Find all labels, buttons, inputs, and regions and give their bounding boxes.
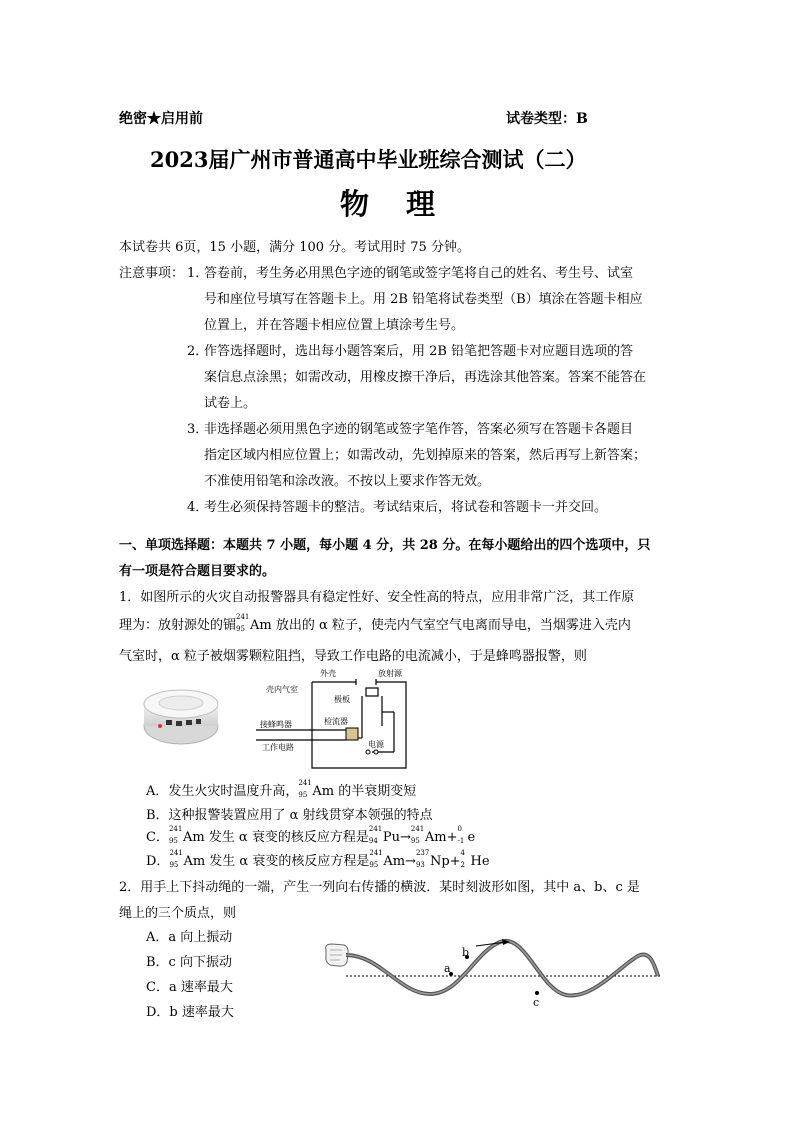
section-heading: 一、单项选择题：本题共 7 小题，每小题 4 分，共 28 分。在每小题给出的四个选项中，只 — [119, 538, 651, 553]
section-heading-cont: 有一项是符合题目要求的。 — [119, 564, 276, 579]
q1-option-b: B．这种报警装置应用了 α 射线贯穿本领强的特点 — [146, 808, 433, 823]
point-a-label: a — [444, 962, 451, 975]
q2-option-b: B．c 向下振动 — [146, 955, 232, 970]
q2-stem-line2: 绳上的三个质点，则 — [119, 906, 237, 921]
q2-option-c: C．a 速率最大 — [146, 980, 233, 995]
note-number: 2． — [187, 344, 209, 359]
q2-option-a: A．a 向上振动 — [146, 930, 233, 945]
q1-stem-line2: 理为：放射源处的镅 241 95 Am 放出的 α 粒子，使壳内气室空气电离而导电，当烟雾进入壳内 — [119, 613, 631, 633]
q1-option-d: D． 241 95 Am 发生 α 衰变的核反应方程是 241 95 Am→ 237 93 Np+ 4 2 He — [146, 849, 490, 869]
fig-label-shell: 外壳 — [320, 669, 336, 678]
q1-stem-line3: 气室时，α 粒子被烟雾颗粒阻挡，导致工作电路的电流减小，于是蜂鸣器报警，则 — [119, 649, 587, 664]
note-line: 不准使用铅笔和涂改液。不按以上要求作答无效。 — [204, 474, 491, 489]
notes-label: 注意事项： — [119, 266, 185, 281]
secret-label: 绝密★启用前 — [119, 111, 203, 127]
fig-label-buzzer: 接蜂鸣器 — [260, 720, 292, 729]
note-number: 3． — [187, 422, 209, 437]
alarm-circuit-diagram — [256, 668, 416, 772]
q1-option-a: A．发生火灾时温度升高， 241 95 Am 的半衰期变短 — [146, 779, 417, 799]
wave-diagram — [320, 932, 665, 1010]
note-line: 试卷上。 — [204, 396, 257, 411]
note-number: 4． — [187, 500, 209, 515]
note-line: 号和座位号填写在答题卡上。用 2B 铅笔将试卷类型（B）填涂在答题卡相应 — [204, 292, 643, 307]
q1-option-c: C． 241 95 Am 发生 α 衰变的核反应方程是 241 94 Pu→ 241 95 Am+ 0 -1 e — [146, 825, 476, 845]
hand-icon — [326, 944, 349, 966]
note-line: 答卷前，考生务必用黑色字迹的钢笔或签字笔将自己的姓名、考生号、试室 — [204, 266, 634, 281]
q2-stem-line1: 2．用手上下抖动绳的一端，产生一列向右传播的横波．某时刻波形如图，其中 a、b、c 是 — [119, 880, 640, 895]
paper-type-label: 试卷类型：B — [506, 111, 588, 127]
fig-label-chamber: 壳内气室 — [266, 685, 298, 694]
note-line: 案信息点涂黑；如需改动，用橡皮擦干净后，再选涂其他答案。答案不能答在 — [204, 370, 647, 385]
note-line: 作答选择题时，选出每小题答案后，用 2B 铅笔把答题卡对应题目选项的答 — [204, 344, 634, 359]
point-b-label: b — [462, 946, 470, 959]
fig-label-plate: 极板 — [334, 695, 350, 704]
note-line: 非选择题必须用黑色字迹的钢笔或签字笔作答，答案必须写在答题卡各题目 — [204, 422, 634, 437]
fig-label-detector: 检流器 — [324, 717, 348, 726]
subject-title: 物 理 — [340, 187, 440, 221]
q1-stem-line1: 1．如图所示的火灾自动报警器具有稳定性好、安全性高的特点，应用非常广泛，其工作原 — [119, 590, 635, 605]
fig-label-circuit: 工作电路 — [262, 743, 294, 752]
note-line: 考生必须保持答题卡的整洁。考试结束后，将试卷和答题卡一并交回。 — [204, 500, 608, 515]
rope-wave-highlight — [346, 941, 658, 996]
q2-option-d: D．b 速率最大 — [146, 1005, 234, 1020]
note-line: 位置上，并在答题卡相应位置上填涂考生号。 — [204, 318, 465, 333]
point-c-marker — [535, 991, 539, 995]
page-title: 2023届广州市普通高中毕业班综合测试（二） — [150, 147, 587, 172]
fig-label-power: 电源 — [368, 740, 384, 749]
exam-intro: 本试卷共 6页，15 小题，满分 100 分。考试用时 75 分钟。 — [119, 240, 470, 255]
smoke-detector-image — [140, 686, 222, 748]
point-c-label: c — [533, 996, 540, 1009]
note-number: 1． — [187, 266, 209, 281]
note-line: 指定区域内相应位置上；如需改动，先划掉原来的答案，然后再写上新答案； — [204, 448, 647, 463]
fig-label-source: 放射源 — [378, 669, 402, 678]
rope-wave — [346, 941, 658, 996]
